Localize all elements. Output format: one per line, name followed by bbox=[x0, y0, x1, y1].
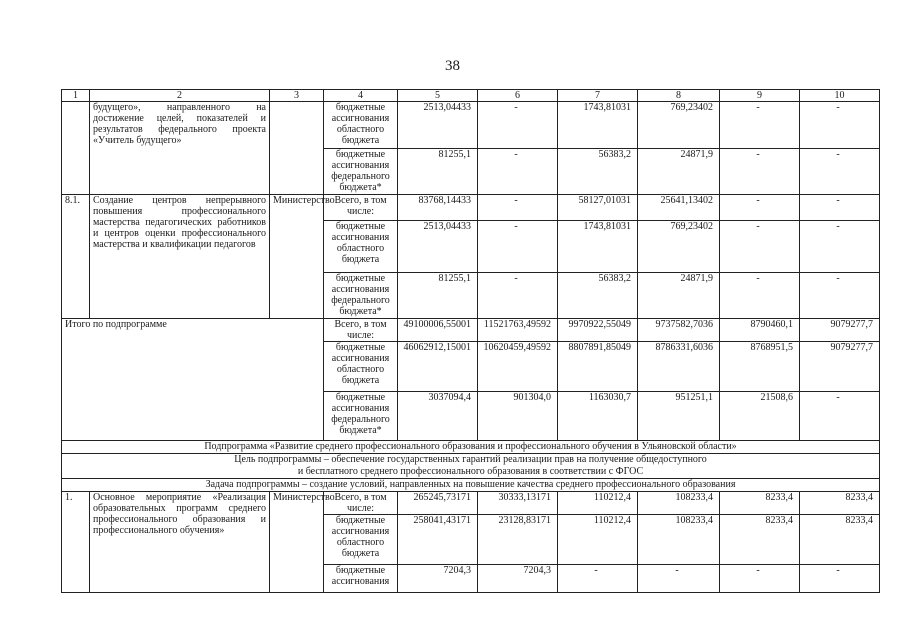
amount-cell: - bbox=[800, 149, 880, 195]
amount-cell: 265245,73171 bbox=[398, 492, 478, 515]
amount-cell: - bbox=[800, 392, 880, 441]
table-row bbox=[62, 195, 880, 221]
amount-cell: 8233,4 bbox=[720, 492, 800, 515]
amount-cell: - bbox=[478, 102, 558, 149]
header-cell: 1 bbox=[62, 90, 90, 102]
row-number: 8.1. bbox=[62, 195, 90, 319]
amount-cell: 21508,6 bbox=[720, 392, 800, 441]
amount-cell: 951251,1 bbox=[638, 392, 720, 441]
amount-cell: 8233,4 bbox=[800, 515, 880, 565]
amount-cell: - bbox=[558, 565, 638, 593]
header-cell: 10 bbox=[800, 90, 880, 102]
amount-cell: 2513,04433 bbox=[398, 102, 478, 149]
row-number bbox=[62, 102, 90, 195]
total-label: Итого по подпрограмме bbox=[62, 319, 324, 441]
amount-cell: 769,23402 bbox=[638, 221, 720, 273]
amount-cell: 7204,3 bbox=[478, 565, 558, 593]
amount-cell: 1743,81031 bbox=[558, 221, 638, 273]
amount-cell: 9079277,7 bbox=[800, 319, 880, 342]
amount-cell: - bbox=[720, 273, 800, 319]
header-cell: 6 bbox=[478, 90, 558, 102]
amount-cell: 8786331,6036 bbox=[638, 342, 720, 392]
amount-cell: - bbox=[800, 221, 880, 273]
amount-cell: 23128,83171 bbox=[478, 515, 558, 565]
amount-cell: 2513,04433 bbox=[398, 221, 478, 273]
activity-name: Основное мероприятие «Реализация образовательных программ среднего профессионального образования и профессионального обучения» bbox=[90, 492, 270, 593]
amount-cell: 46062912,15001 bbox=[398, 342, 478, 392]
amount-cell: 110212,4 bbox=[558, 515, 638, 565]
funding-source: бюджетные ассигнования областного бюджета bbox=[324, 102, 398, 149]
amount-cell: 8233,4 bbox=[800, 492, 880, 515]
amount-cell: 108233,4 bbox=[638, 492, 720, 515]
header-cell: 5 bbox=[398, 90, 478, 102]
executor: Министерство bbox=[270, 492, 324, 593]
header-cell: 3 bbox=[270, 90, 324, 102]
amount-cell: 11521763,49592 bbox=[478, 319, 558, 342]
funding-source: бюджетные ассигнования федерального бюджета* bbox=[324, 149, 398, 195]
amount-cell: 3037094,4 bbox=[398, 392, 478, 441]
amount-cell: 58127,01031 bbox=[558, 195, 638, 221]
amount-cell: 8233,4 bbox=[720, 515, 800, 565]
table-row bbox=[62, 102, 880, 149]
funding-source: бюджетные ассигнования областного бюджета bbox=[324, 342, 398, 392]
funding-source: Всего, в том числе: bbox=[324, 195, 398, 221]
funding-source: бюджетные ассигнования bbox=[324, 565, 398, 593]
header-cell: 8 bbox=[638, 90, 720, 102]
amount-cell: - bbox=[720, 221, 800, 273]
amount-cell: - bbox=[478, 149, 558, 195]
amount-cell: 30333,13171 bbox=[478, 492, 558, 515]
amount-cell: - bbox=[478, 273, 558, 319]
goal-line: Цель подпрограммы – обеспечение государственных гарантий реализации прав на получение общедоступного bbox=[234, 454, 707, 465]
amount-cell: 8768951,5 bbox=[720, 342, 800, 392]
funding-source: Всего, в том числе: bbox=[324, 492, 398, 515]
amount-cell: - bbox=[638, 565, 720, 593]
amount-cell: 56383,2 bbox=[558, 273, 638, 319]
subprogram-task: Задача подпрограммы – создание условий, направленных на повышение качества среднего профессионального образования bbox=[62, 479, 880, 492]
banner-row bbox=[62, 479, 880, 492]
amount-cell: - bbox=[800, 565, 880, 593]
amount-cell: 769,23402 bbox=[638, 102, 720, 149]
header-cell: 2 bbox=[90, 90, 270, 102]
funding-source: бюджетные ассигнования федерального бюджета* bbox=[324, 273, 398, 319]
amount-cell: 7204,3 bbox=[398, 565, 478, 593]
activity-name: будущего», направленного на достижение целей, показателей и результатов федерального проекта «Учитель будущего» bbox=[90, 102, 270, 195]
banner-row bbox=[62, 454, 880, 479]
amount-cell: 8790460,1 bbox=[720, 319, 800, 342]
header-row bbox=[62, 90, 880, 102]
funding-source: Всего, в том числе: bbox=[324, 319, 398, 342]
executor: Министерство bbox=[270, 195, 324, 319]
amount-cell: - bbox=[720, 565, 800, 593]
amount-cell: - bbox=[800, 273, 880, 319]
total-row bbox=[62, 319, 880, 342]
funding-source: бюджетные ассигнования федерального бюджета* bbox=[324, 392, 398, 441]
amount-cell: 108233,4 bbox=[638, 515, 720, 565]
amount-cell: 8807891,85049 bbox=[558, 342, 638, 392]
goal-line: и бесплатного среднего профессионального образования в соответствии с ФГОС bbox=[297, 466, 644, 477]
amount-cell: 1743,81031 bbox=[558, 102, 638, 149]
amount-cell: 258041,43171 bbox=[398, 515, 478, 565]
header-cell: 9 bbox=[720, 90, 800, 102]
row-number: 1. bbox=[62, 492, 90, 593]
amount-cell: 9737582,7036 bbox=[638, 319, 720, 342]
amount-cell: 49100006,55001 bbox=[398, 319, 478, 342]
banner-row bbox=[62, 441, 880, 454]
amount-cell: 81255,1 bbox=[398, 273, 478, 319]
amount-cell: - bbox=[720, 195, 800, 221]
amount-cell: 9079277,7 bbox=[800, 342, 880, 392]
header-cell: 7 bbox=[558, 90, 638, 102]
header-cell: 4 bbox=[324, 90, 398, 102]
amount-cell: - bbox=[478, 195, 558, 221]
activity-name: Создание центров непрерывного повышения профессионального мастерства педагогических работников и центров оценки профессионального мастерства и квалификации педагогов bbox=[90, 195, 270, 319]
page-number: 38 bbox=[445, 58, 460, 74]
amount-cell: - bbox=[800, 102, 880, 149]
amount-cell: 25641,13402 bbox=[638, 195, 720, 221]
amount-cell: - bbox=[720, 102, 800, 149]
amount-cell: 81255,1 bbox=[398, 149, 478, 195]
amount-cell: 1163030,7 bbox=[558, 392, 638, 441]
amount-cell: 110212,4 bbox=[558, 492, 638, 515]
amount-cell: - bbox=[478, 221, 558, 273]
amount-cell: 901304,0 bbox=[478, 392, 558, 441]
executor bbox=[270, 102, 324, 195]
subprogram-goal bbox=[62, 454, 880, 479]
amount-cell: 24871,9 bbox=[638, 149, 720, 195]
amount-cell: 83768,14433 bbox=[398, 195, 478, 221]
table-row bbox=[62, 492, 880, 515]
amount-cell: 9970922,55049 bbox=[558, 319, 638, 342]
amount-cell: - bbox=[800, 195, 880, 221]
budget-table bbox=[61, 89, 880, 593]
table-body bbox=[62, 90, 880, 593]
amount-cell: 56383,2 bbox=[558, 149, 638, 195]
amount-cell: 24871,9 bbox=[638, 273, 720, 319]
amount-cell: 10620459,49592 bbox=[478, 342, 558, 392]
subprogram-title: Подпрограмма «Развитие среднего профессионального образования и профессионального обучения в Ульяновской области» bbox=[62, 441, 880, 454]
amount-cell: - bbox=[720, 149, 800, 195]
funding-source: бюджетные ассигнования областного бюджета bbox=[324, 221, 398, 273]
funding-source: бюджетные ассигнования областного бюджета bbox=[324, 515, 398, 565]
